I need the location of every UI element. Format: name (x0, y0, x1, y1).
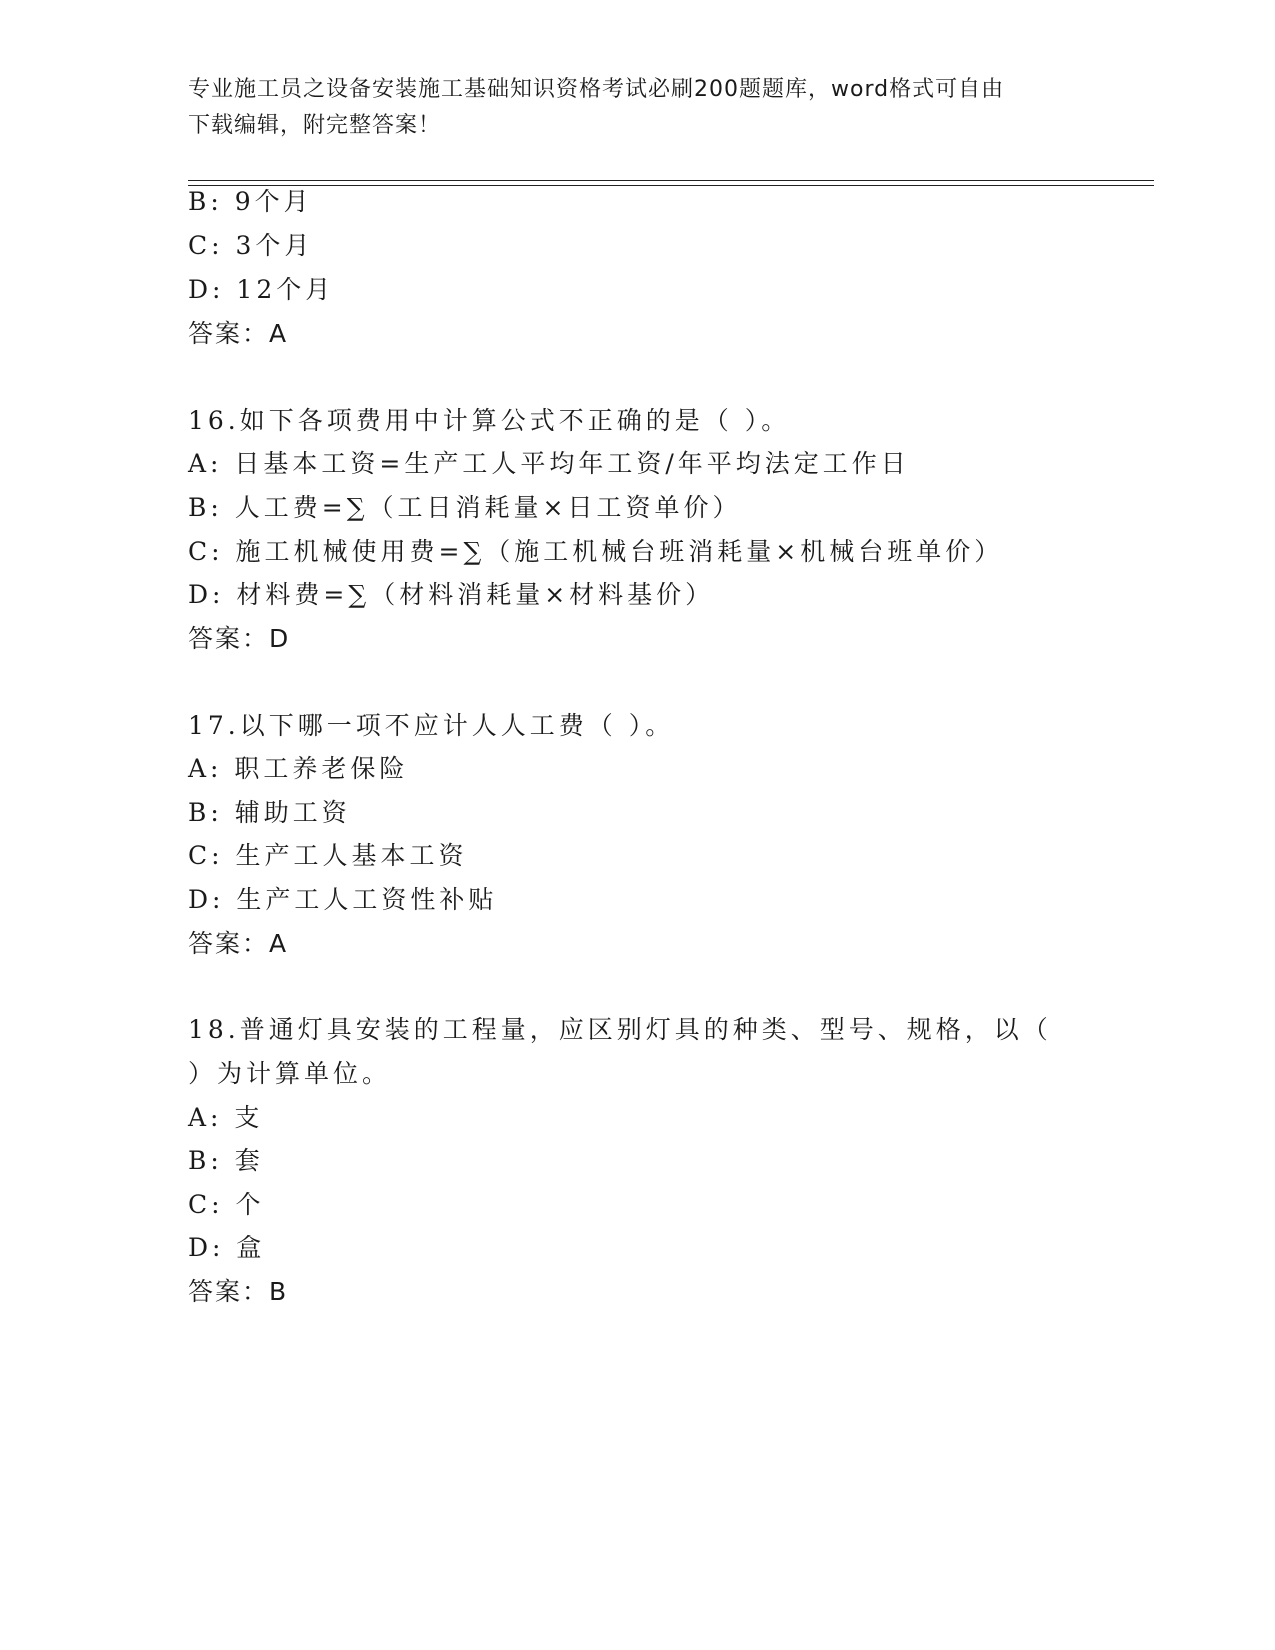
q16-stem: 16.如下各项费用中计算公式不正确的是（ ）。 (188, 406, 791, 435)
q15-answer: 答案：A (188, 319, 289, 348)
q17-option-d: D: 生产工人工资性补贴 (188, 885, 498, 914)
q18-stem-line-2: ）为计算单位。 (188, 1059, 392, 1088)
q16-option-d: D: 材料费=∑（材料消耗量×材料基价） (188, 580, 715, 609)
q18-answer: 答案：B (188, 1277, 289, 1306)
q18-option-c: C: 个 (188, 1190, 265, 1219)
q15-option-d: D: 12个月 (188, 275, 335, 304)
q18-option-d: D: 盒 (188, 1233, 266, 1262)
q18-option-b: B: 套 (188, 1146, 264, 1175)
q16-option-b: B: 人工费=∑（工日消耗量×日工资单价） (188, 493, 742, 522)
header-line-2: 下载编辑，附完整答案！ (188, 113, 442, 138)
q17-option-b: B: 辅助工资 (188, 798, 351, 827)
q15-option-b: B: 9个月 (188, 187, 313, 216)
q17-stem: 17.以下哪一项不应计人人工费（ ）。 (188, 711, 675, 740)
q18-option-a: A: 支 (188, 1103, 264, 1132)
q16-option-a: A: 日基本工资=生产工人平均年工资/年平均法定工作日 (188, 449, 910, 478)
header-divider-bottom (188, 185, 1154, 186)
q18-stem-line-1: 18.普通灯具安装的工程量，应区别灯具的种类、型号、规格，以（ (188, 1015, 1052, 1044)
q15-option-c: C: 3个月 (188, 231, 314, 260)
q16-option-c: C: 施工机械使用费=∑（施工机械台班消耗量×机械台班单价） (188, 537, 1004, 566)
q17-option-a: A: 职工养老保险 (188, 754, 409, 783)
q16-answer: 答案：D (188, 624, 291, 653)
q17-option-c: C: 生产工人基本工资 (188, 841, 468, 870)
document-header (188, 72, 1088, 144)
header-divider-top (188, 180, 1154, 181)
header-line-1: 专业施工员之设备安装施工基础知识资格考试必刷200题题库，word格式可自由 (188, 77, 1005, 102)
q17-answer: 答案：A (188, 929, 289, 958)
